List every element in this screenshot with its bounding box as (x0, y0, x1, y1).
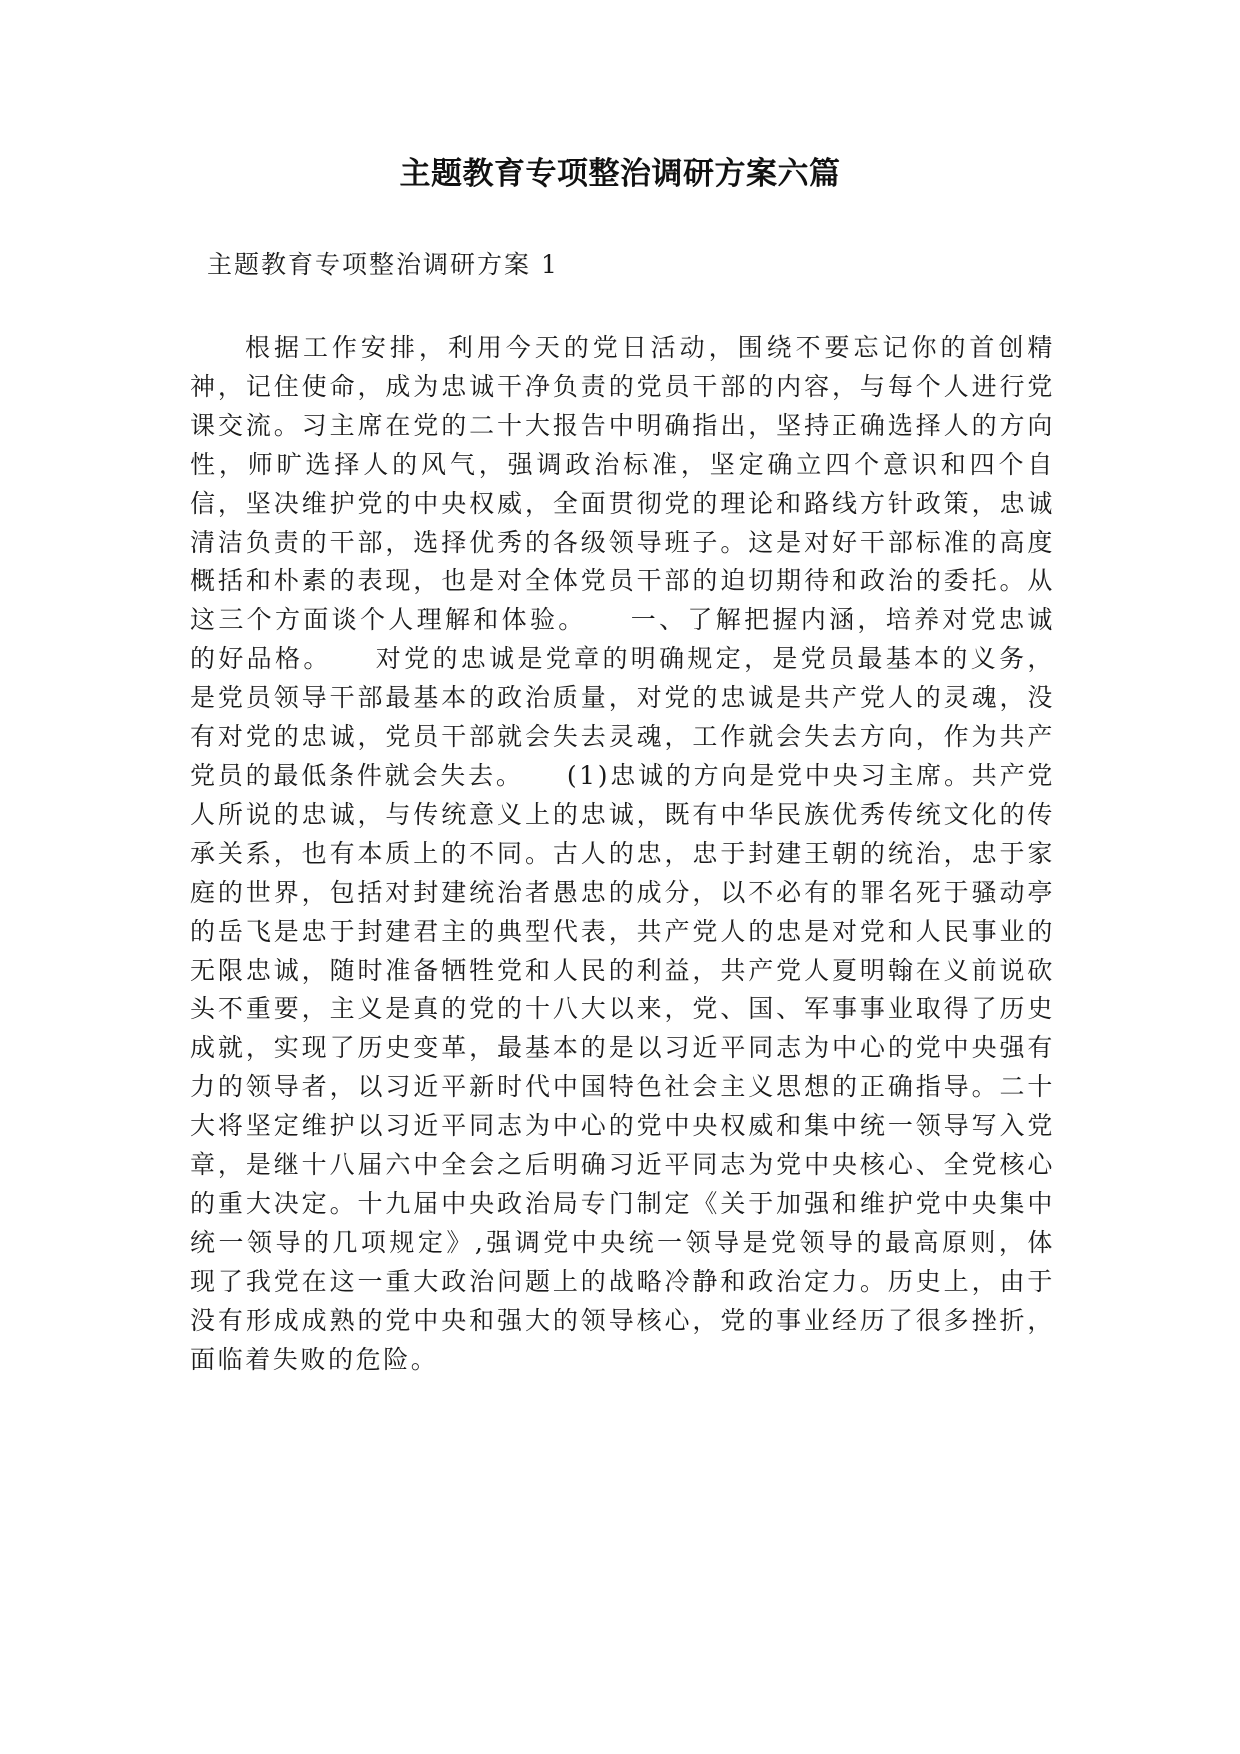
section-heading: 主题教育专项整治调研方案 1 (207, 250, 559, 279)
document-title: 主题教育专项整治调研方案六篇 (399, 156, 841, 192)
body-paragraph: 根据工作安排，利用今天的党日活动，围绕不要忘记你的首创精神，记住使命，成为忠诚干净负责的党员干部的内容，与每个人进行党课交流。习主席在党的二十大报告中明确指出，坚持正确选择人的方向性，师旷选择人的风气，强调政治标准，坚定确立四个意识和四个自信，坚决维护党的中央权威，全面贯彻党的理论和路线方针政策，忠诚清洁负责的干部，选择优秀的各级领导班子。这是对好干部标准的高度概括和朴素的表现，也是对全体党员干部的迫切期待和政治的委托。从这三个方面谈个人理解和体验。 一、了解把握内涵，培养对党忠诚的好品格。 对党的忠诚是党章的明确规定，是党员最基本的义务，是党员领导干部最基本的政治质量，对党的忠诚是共产党人的灵魂，没有对党的忠诚，党员干部就会失去灵魂，工作就会失去方向，作为共产党员的最低条件就会失去。 (1)忠诚的方向是党中央习主席。共产党人所说的忠诚，与传统意义上的忠诚，既有中华民族优秀传统文化的传承关系，也有本质上的不同。古人的忠，忠于封建王朝的统治，忠于家庭的世界，包括对封建统治者愚忠的成分，以不必有的罪名死于骚动亭的岳飞是忠于封建君主的典型代表，共产党人的忠是对党和人民事业的无限忠诚，随时准备牺牲党和人民的利益，共产党人夏明翰在义前说砍头不重要，主义是真的党的十八大以来，党、国、军事事业取得了历史成就，实现了历史变革，最基本的是以习近平同志为中心的党中央强有力的领导者，以习近平新时代中国特色社会主义思想的正确指导。二十大将坚定维护以习近平同志为中心的党中央权威和集中统一领导写入党章，是继十八届六中全会之后明确习近平同志为党中央核心、全党核心的重大决定。十九届中央政治局专门制定《关于加强和维护党中央集中统一领导的几项规定》,强调党中央统一领导是党领导的最高原则，体现了我党在这一重大政治问题上的战略冷静和政治定力。历史上，由于没有形成成熟的党中央和强大的领导核心，党的事业经历了很多挫折，面临着失败的危险。 (190, 333, 1055, 1374)
